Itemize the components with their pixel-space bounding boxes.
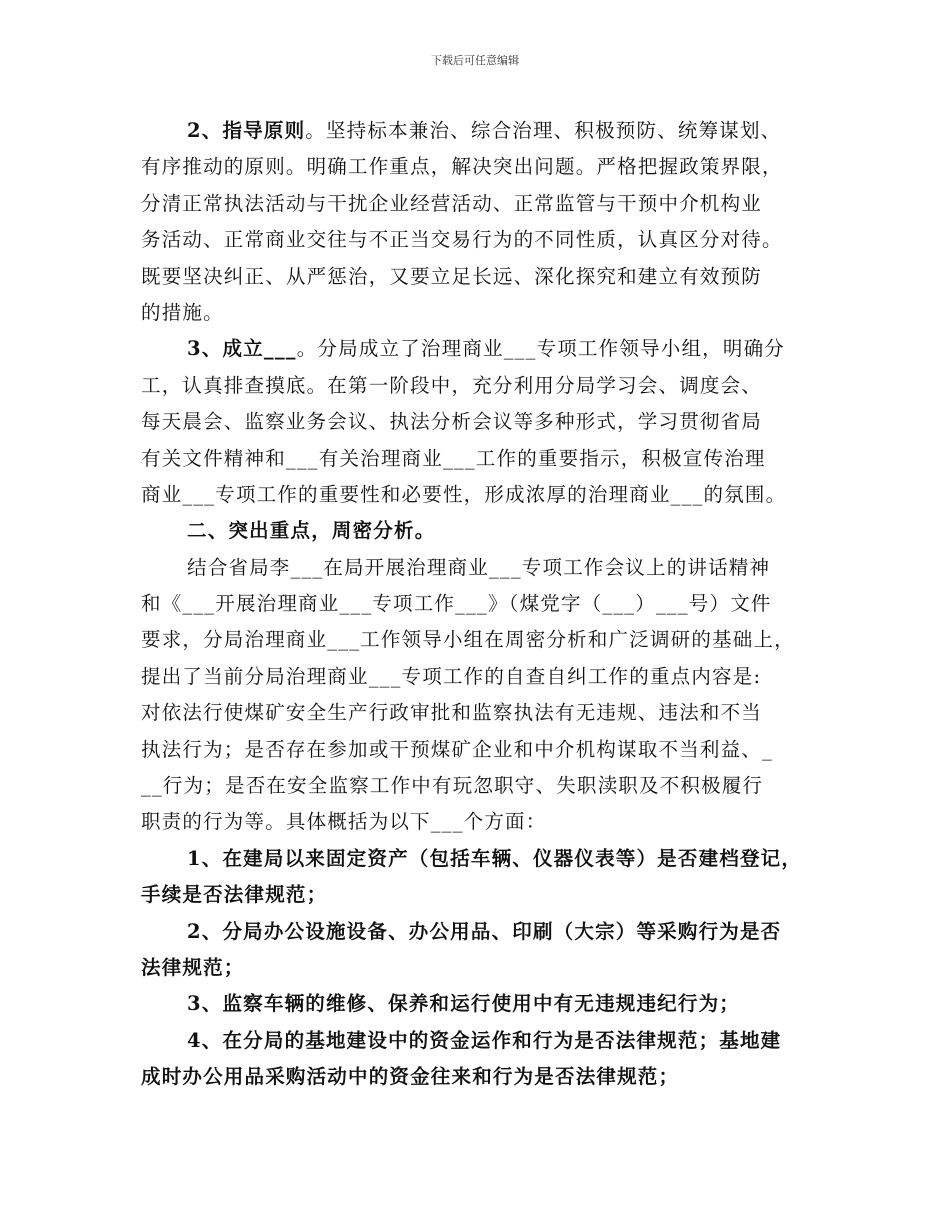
text-line [141, 950, 821, 986]
text-line [141, 259, 821, 295]
text-segment: 提出了当前分局治理商业___专项工作的自查自纠工作的重点内容是: [141, 664, 762, 688]
text-segment: 有关文件精神和___有关治理商业___工作的重要指示，积极宣传治理 [141, 446, 766, 470]
document-body [141, 113, 821, 1096]
text-segment: 务活动、正常商业交往与不正当交易行为的不同性质，认真区分对待。 [141, 228, 783, 252]
text-segment: 要求，分局治理商业___工作领导小组在周密分析和广泛调研的基础上， [141, 628, 795, 652]
text-segment: 。坚持标本兼治、综合治理、积极预防、统筹谋划、 [305, 119, 782, 142]
bold-text-segment: 法律规范； [141, 955, 245, 979]
text-line [141, 513, 821, 549]
text-line [141, 222, 821, 258]
text-line [141, 1059, 821, 1095]
bold-text-segment: 3、成立___ [187, 337, 297, 361]
bold-text-segment: 1、在建局以来固定资产（包括车辆、仪器仪表等）是否建档登记， [187, 846, 803, 870]
bold-text-segment: 成时办公用品采购活动中的资金往来和行为是否法律规范； [141, 1065, 680, 1089]
text-segment: 每天晨会、监察业务会议、执法分析会议等多种形式，学习贯彻省局 [141, 410, 763, 434]
text-segment: 工，认真排查摸底。在第一阶段中，充分利用分局学习会、调度会、 [141, 373, 763, 397]
text-line [141, 295, 821, 331]
text-line [141, 149, 821, 185]
bold-text-segment: 4、在分局的基地建设中的资金运作和行为是否法律规范；基地建 [187, 1028, 782, 1052]
text-line [141, 841, 821, 877]
text-segment: 商业___专项工作的重要性和必要性，形成浓厚的治理商业___的氛围。 [141, 482, 787, 506]
text-line [141, 113, 821, 149]
text-line [141, 477, 821, 513]
bold-text-segment: 手续是否法律规范； [141, 883, 328, 907]
bold-text-segment: 2、指导原则 [187, 119, 306, 142]
text-line [141, 368, 821, 404]
text-segment: 结合省局李___在局开展治理商业___专项工作会议上的讲话精神 [187, 555, 771, 579]
text-line [141, 695, 821, 731]
text-line [141, 586, 821, 622]
text-line [141, 1023, 821, 1059]
text-segment: 。分局成立了治理商业___专项工作领导小组，明确分 [296, 337, 785, 361]
text-line [141, 804, 821, 840]
text-line [141, 441, 821, 477]
bold-text-segment: 二、突出重点，周密分析。 [187, 519, 436, 543]
text-segment: 的措施。 [141, 300, 224, 324]
text-line [141, 622, 821, 658]
text-segment: 职责的行为等。具体概括为以下___个方面： [141, 810, 547, 834]
text-line [141, 404, 821, 440]
text-line [141, 659, 821, 695]
text-line [141, 768, 821, 804]
text-segment: 既要坚决纠正、从严惩治，又要立足长远、深化探究和建立有效预防 [141, 264, 763, 288]
text-segment: 执法行为；是否存在参加或干预煤矿企业和中介机构谋取不当利益、_ [141, 737, 773, 761]
text-line [141, 331, 821, 367]
text-segment: 分清正常执法活动与干扰企业经营活动、正常监管与干预中介机构业 [141, 191, 763, 215]
text-line [141, 914, 821, 950]
text-segment: 对依法行使煤矿安全生产行政审批和监察执法有无违规、违法和不当 [141, 701, 763, 725]
text-segment: 和《___开展治理商业___专项工作___》（煤党字（___）___号）文件 [141, 592, 772, 616]
page-header: 下载后可任意编辑 [431, 54, 519, 67]
text-line [141, 986, 821, 1022]
text-segment: __行为；是否在安全监察工作中有玩忽职守、失职渎职及不积极履行 [141, 774, 764, 798]
text-line [141, 877, 821, 913]
bold-text-segment: 2、分局办公设施设备、办公用品、印刷（大宗）等采购行为是否 [187, 919, 782, 943]
text-line [141, 732, 821, 768]
bold-text-segment: 3、监察车辆的维修、保养和运行使用中有无违规违纪行为； [187, 992, 740, 1016]
text-segment: 有序推动的原则。明确工作重点，解决突出问题。严格把握政策界限， [141, 155, 783, 179]
text-line [141, 550, 821, 586]
text-line [141, 186, 821, 222]
